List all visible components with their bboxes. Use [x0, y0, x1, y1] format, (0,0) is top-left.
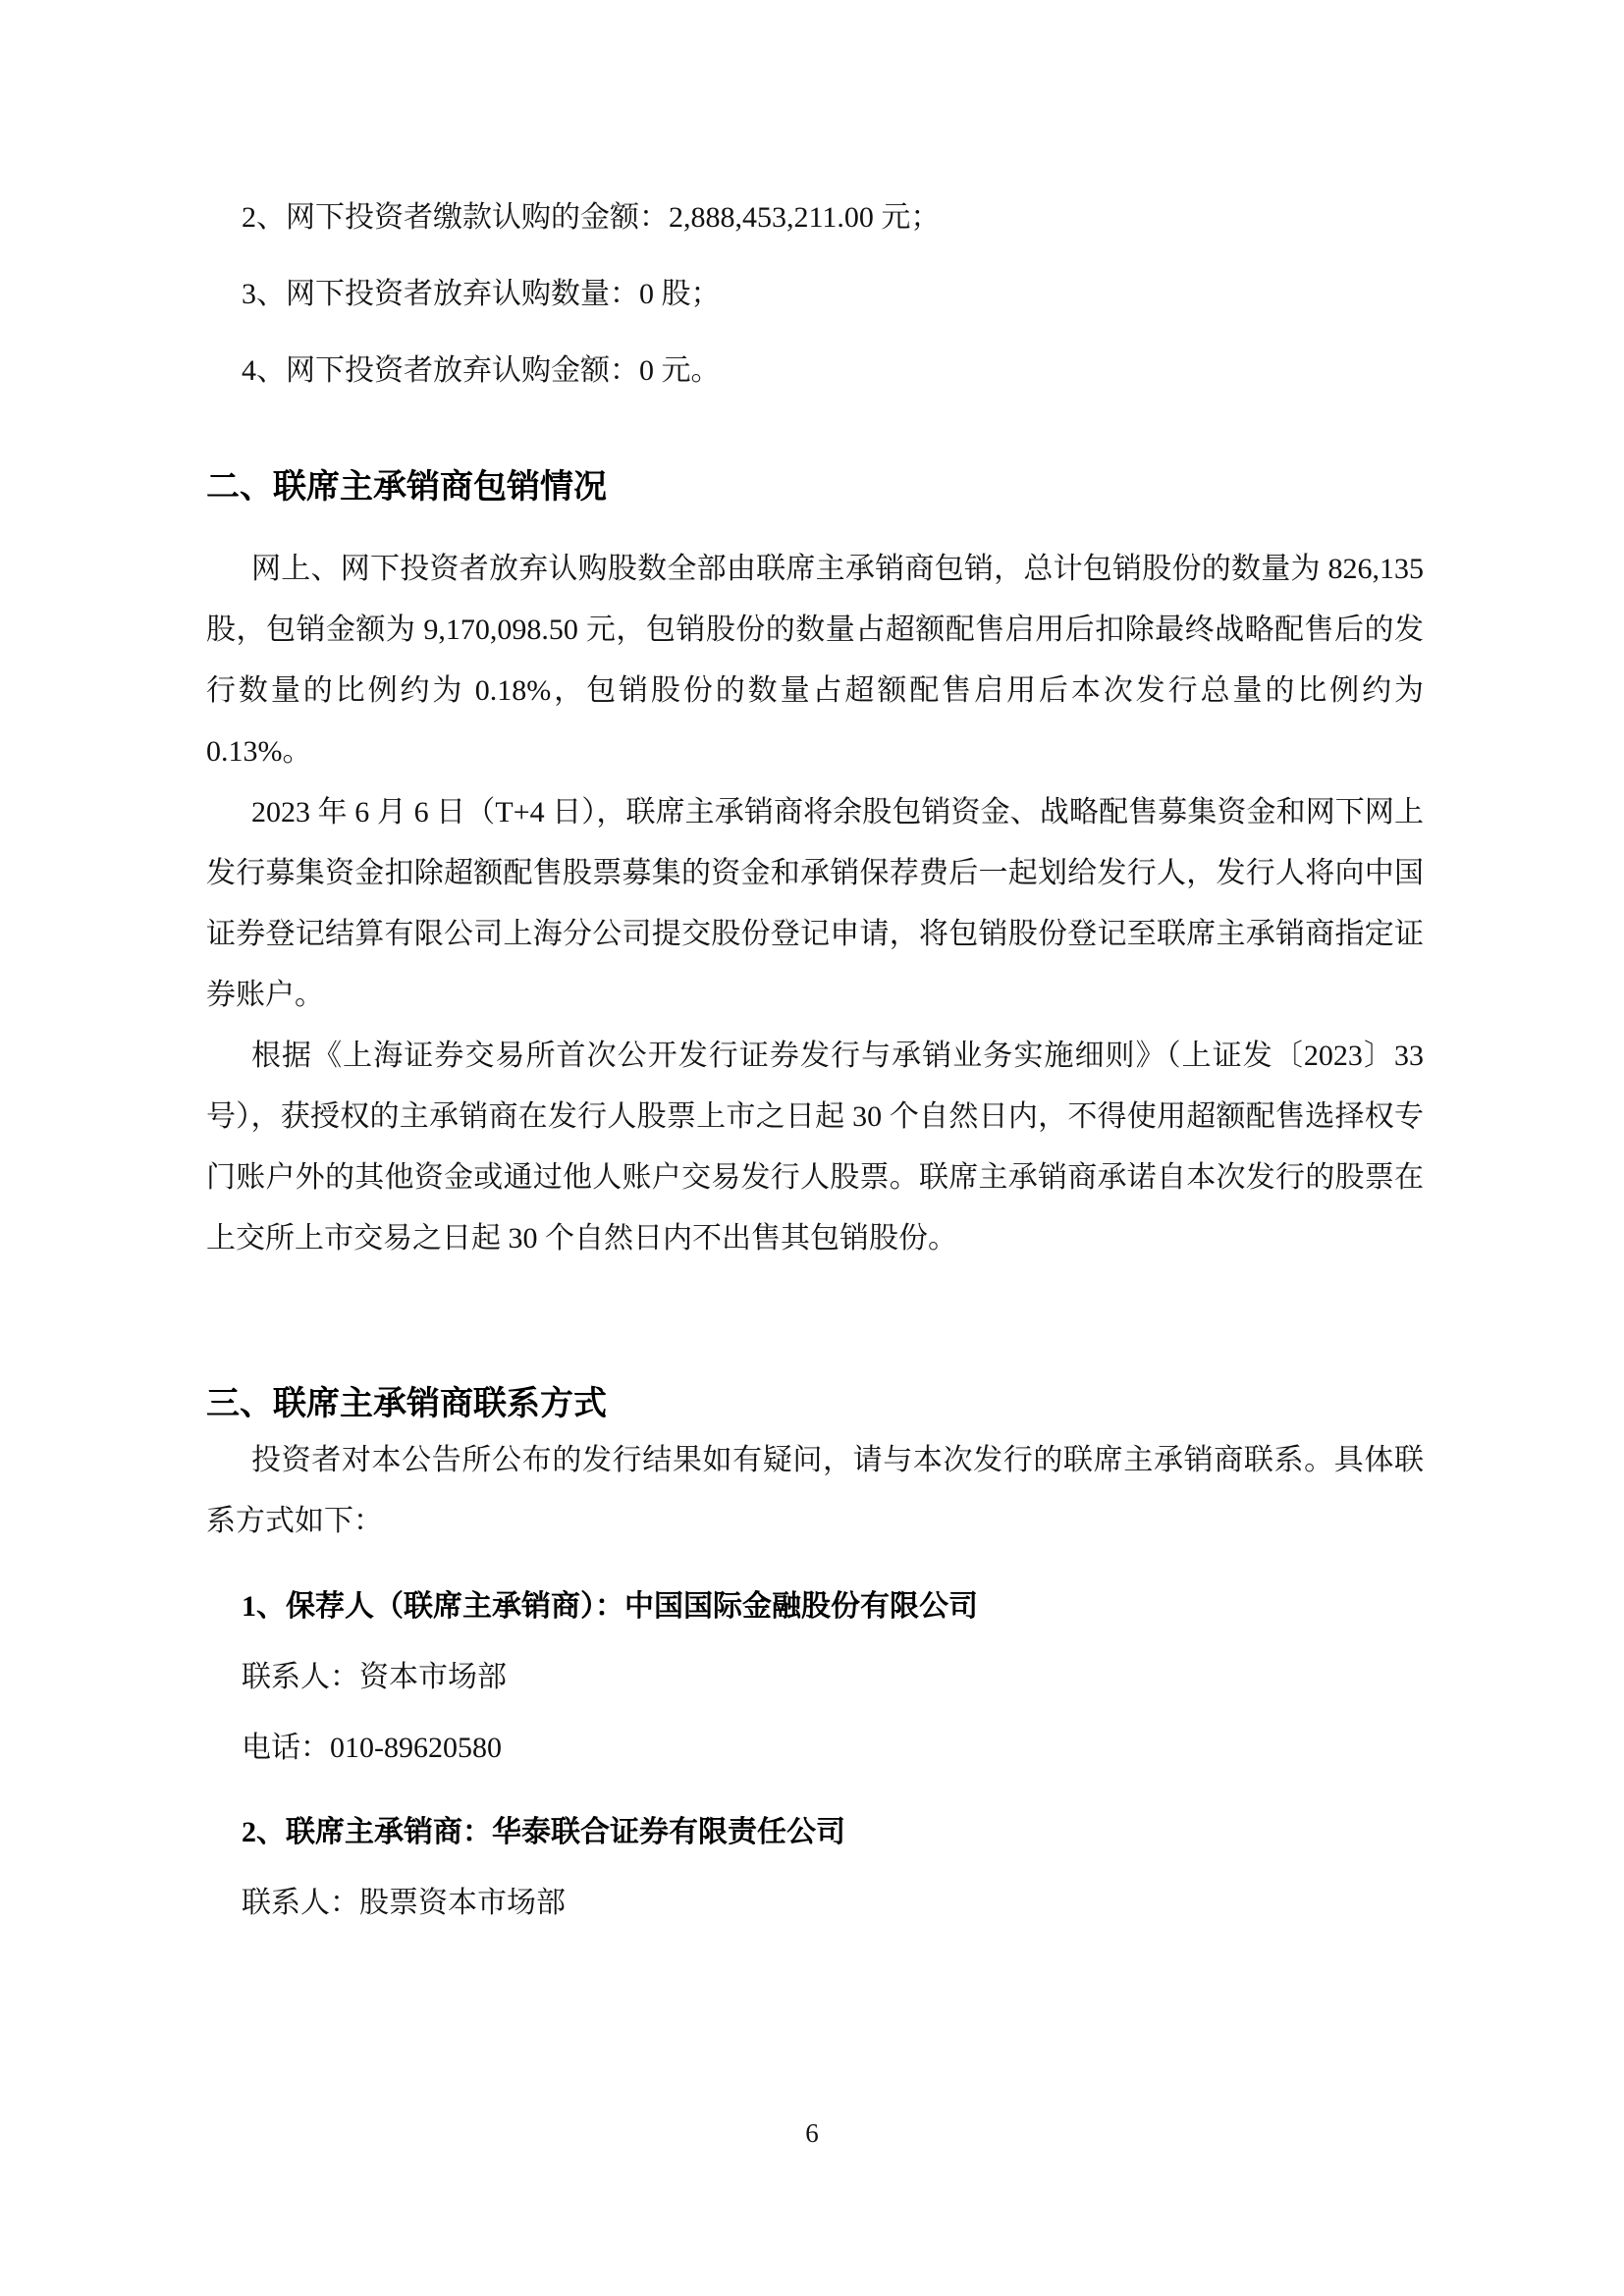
list-item-payment-amount: 2、网下投资者缴款认购的金额：2,888,453,211.00 元；	[242, 201, 941, 234]
paragraph-fund-transfer: 2023 年 6 月 6 日（T+4 日），联席主承销商将余股包销资金、战略配售募集资金和网下网上发行募集资金扣除超额配售股票募集的资金和承销保荐费后一起划给发行人，发行人将向中国证券登记结算有限公司上海分公司提交股份登记申请，将包销股份登记至联席主承销商指定证券账户。	[206, 796, 1424, 1011]
list-item-abandon-quantity: 3、网下投资者放弃认购数量：0 股；	[242, 278, 721, 310]
paragraph-underwriting-summary: 网上、网下投资者放弃认购股数全部由联席主承销商包销，总计包销股份的数量为 826,135 股，包销金额为 9,170,098.50 元，包销股份的数量占超额配售启用后扣除最终战略配售后的发行数量的比例约为 0.18%，包销股份的数量占超额配售启用后本次发行总量的比例约为 0.13%。	[206, 553, 1424, 768]
contact-co-underwriter-person: 联系人：股票资本市场部	[242, 1887, 566, 1919]
document-content	[206, 0, 1424, 1939]
list-item-abandon-amount: 4、网下投资者放弃认购金额：0 元。	[242, 354, 721, 387]
section-heading-contact: 三、联席主承销商联系方式	[206, 1386, 607, 1422]
paragraph-contact-intro: 投资者对本公告所公布的发行结果如有疑问，请与本次发行的联席主承销商联系。具体联系方式如下：	[206, 1444, 1424, 1537]
section-heading-underwriting: 二、联席主承销商包销情况	[206, 469, 607, 506]
contact-co-underwriter-title: 2、联席主承销商：华泰联合证券有限责任公司	[242, 1816, 845, 1848]
contact-sponsor-phone: 电话：010-89620580	[242, 1732, 502, 1764]
contact-sponsor-person: 联系人：资本市场部	[242, 1661, 507, 1693]
page-number: 6	[805, 2118, 819, 2148]
section-underwriting-body	[206, 539, 1424, 1269]
paragraph-regulation-commitment: 根据《上海证券交易所首次公开发行证券发行与承销业务实施细则》（上证发〔2023〕33 号），获授权的主承销商在发行人股票上市之日起 30 个自然日内，不得使用超额配售选择权专门账户外的其他资金或通过他人账户交易发行人股票。联席主承销商承诺自本次发行的股票在上交所上市交易之日起 30 个自然日内不出售其包销股份。	[206, 1040, 1424, 1255]
contact-co-underwriter-block	[206, 1797, 1424, 1939]
offline-investor-list	[206, 0, 1424, 409]
contact-sponsor-block	[206, 1572, 1424, 1784]
contact-list	[206, 1572, 1424, 1939]
contact-sponsor-title: 1、保荐人（联席主承销商）：中国国际金融股份有限公司	[242, 1590, 978, 1623]
